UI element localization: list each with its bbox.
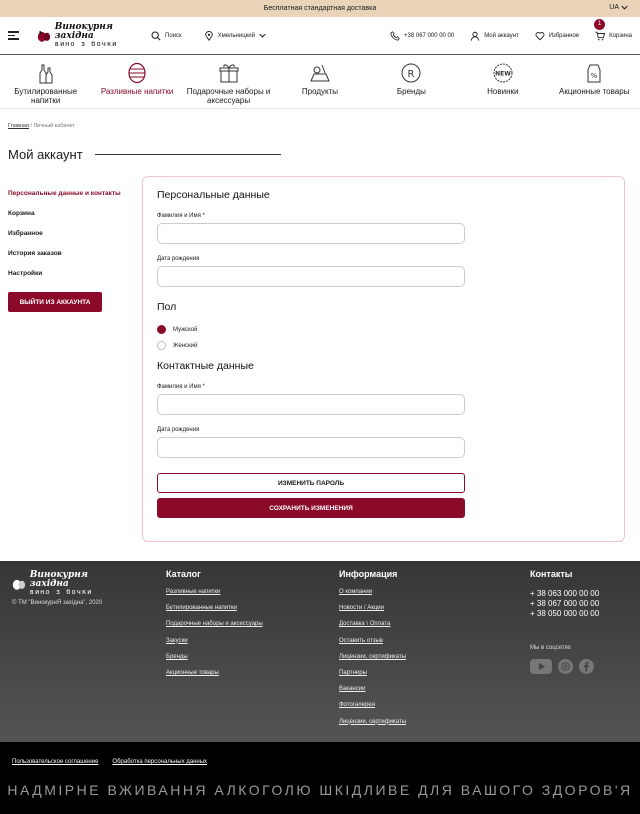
cart-count-badge: 1 [594,19,605,30]
chevron-down-icon [259,33,266,38]
account-sidebar [8,183,133,283]
contact-data-heading: Контактные данные [157,360,254,372]
logo-subtitle: вино з бочки [29,588,93,596]
site-header [0,17,640,55]
category-label: Продукты [301,87,339,96]
logo-barrel-icon [37,28,52,44]
search-icon [151,31,161,41]
footer-link[interactable]: Доставка \ Оплата [339,621,391,628]
phone-icon [390,31,400,41]
breadcrumb-home[interactable]: Главная [8,123,29,129]
footer-contacts [530,569,599,674]
gift-icon [218,62,240,84]
search-label: Поиск [165,32,182,39]
contact-birthdate-input[interactable] [157,437,465,458]
footer-phone[interactable]: + 38 063 000 00 00 [530,589,600,598]
footer-link[interactable]: Вакансии [339,686,366,693]
footer-logo[interactable] [12,571,112,596]
terms-link[interactable]: Пользовательское соглашение [12,759,99,765]
footer-link[interactable]: Разливные напитки [166,589,221,595]
sale-tag-icon [583,62,605,84]
city-selector[interactable] [204,31,266,41]
page-title-block [8,147,281,162]
footer-link[interactable]: Бренды [166,653,188,660]
category-draft[interactable] [91,55,182,108]
change-password-button[interactable]: ИЗМЕНИТЬ ПАРОЛЬ [157,473,465,493]
category-new[interactable] [457,55,548,108]
privacy-link[interactable]: Обработка персональных данных [112,759,208,765]
bottles-icon [35,62,57,84]
language-switcher[interactable] [609,4,628,11]
svg-text:R: R [407,69,415,80]
svg-text:%: % [590,72,598,80]
phone-number: +38 067 000 00 00 [404,32,455,39]
category-label: Новинки [487,87,519,96]
footer-link[interactable]: Бутилированные напитки [166,605,237,612]
footer-link[interactable]: О компании [339,589,373,595]
profile-form [142,176,625,542]
category-label: Акционные товары [559,87,630,96]
logo-barrel-icon [12,576,27,592]
heart-icon [535,31,545,41]
chevron-down-icon [621,5,628,10]
footer-contacts-title: Контакты [530,569,573,579]
sidebar-item-order-history[interactable]: История заказов [8,249,62,257]
cart-icon [595,31,605,41]
gender-female-label: Женский [173,342,198,349]
copyright: © ТМ "ВинокурнЯ західна", 2020 [12,600,103,606]
cart-link[interactable] [595,21,632,41]
category-label: Подарочные наборы и аксессуары [186,87,271,106]
footer-link[interactable]: Оставить отзыв [339,637,383,644]
promo-text: Бесплатная стандартная доставка [263,5,377,12]
footer-phone[interactable]: + 38 067 000 00 00 [530,599,600,608]
breadcrumb-current: Личный кабинет [33,123,75,129]
menu-icon[interactable] [8,31,19,40]
site-footer [0,561,640,742]
name-input[interactable] [157,223,465,244]
footer-link[interactable]: Фотогалерея [339,702,375,709]
favorites-link[interactable] [535,31,579,41]
category-label: Бренды [396,87,426,96]
birthdate-input[interactable] [157,266,465,287]
favorites-label: Избранное [548,32,580,39]
footer-info-title: Информация [339,569,398,579]
footer-link[interactable]: Подарочные наборы и аксессуары [166,621,263,628]
contact-name-label: Фамилия и Имя * [157,384,205,390]
svg-text:NEW: NEW [494,70,511,78]
account-link[interactable] [470,31,518,41]
gender-male-label: Мужской [173,326,198,333]
language-code: UA [609,4,619,11]
category-sale[interactable] [549,55,640,108]
footer-link[interactable]: Партнеры [339,669,367,676]
social-label: Мы в соцсетях [530,645,571,651]
footer-link[interactable]: Лицензии, сертификаты [339,653,407,660]
radio-unselected[interactable] [157,341,166,350]
logo-title: Винокурня західна [54,22,113,41]
footer-link[interactable]: Акционные товары [166,669,219,676]
page-title: Мой аккаунт [8,147,83,162]
name-label: Фамилия и Имя * [157,213,205,219]
title-divider [95,154,281,155]
footer-info [339,569,406,735]
logo[interactable] [37,23,137,48]
save-changes-button[interactable]: СОХРАНИТЬ ИЗМЕНЕНИЯ [157,498,465,518]
contact-birthdate-label: Дата рождения [157,427,200,433]
instagram-icon[interactable] [558,659,573,674]
breadcrumb-separator: / [30,123,34,129]
gender-heading: Пол [157,301,177,313]
sidebar-item-cart[interactable]: Корзина [8,209,35,217]
city-label: Хмельницкий [217,32,255,39]
category-products[interactable] [274,55,365,108]
registered-brand-icon [400,62,422,84]
user-icon [470,31,480,41]
sidebar-item-settings[interactable]: Настройки [8,269,43,277]
social-links [530,659,599,674]
breadcrumb [8,123,75,129]
phone-link[interactable] [390,31,454,41]
birthdate-label: Дата рождения [157,256,200,262]
gender-female-option[interactable] [157,341,610,350]
category-gifts[interactable] [183,55,274,108]
contact-name-input[interactable] [157,394,465,415]
sidebar-item-personal-data[interactable]: Персональные данные и контакты [8,189,121,197]
footer-catalog-title: Каталог [166,569,201,579]
logo-title: Винокурня західна [29,570,88,589]
category-label: Разливные напитки [100,87,174,96]
category-bottled[interactable] [0,55,91,108]
location-pin-icon [204,31,214,41]
logout-button[interactable]: ВЫЙТИ ИЗ АККАУНТА [8,292,102,312]
new-badge-icon [492,62,514,84]
logo-subtitle: вино з бочки [54,40,118,48]
promo-bar [0,0,640,17]
gender-male-option[interactable] [157,325,610,334]
barrel-icon [126,62,148,84]
footer-phone[interactable]: + 38 050 000 00 00 [530,609,600,618]
food-icon [309,62,331,84]
sidebar-item-favorites[interactable]: Избранное [8,229,43,237]
account-label: Мой аккаунт [484,32,519,39]
legal-bar [0,742,640,814]
personal-data-heading: Персональные данные [157,189,270,201]
footer-link[interactable]: Закуски [166,637,188,644]
cart-label: Корзина [609,32,632,39]
footer-catalog [166,569,263,686]
footer-link[interactable]: Новости / Акции [339,605,384,612]
radio-selected[interactable] [157,325,166,334]
category-brands[interactable] [366,55,457,108]
footer-link[interactable]: Лицензии, сертификаты [339,718,407,725]
youtube-icon[interactable] [530,659,552,674]
category-label: Бутилированные напитки [14,87,78,106]
facebook-icon[interactable] [579,659,594,674]
search-button[interactable] [151,31,182,41]
category-nav [0,55,640,109]
alcohol-warning: НАДМІРНЕ ВЖИВАННЯ АЛКОГОЛЮ ШКІДЛИВЕ ДЛЯ ВАШОГО ЗДОРОВ'Я [7,782,633,798]
